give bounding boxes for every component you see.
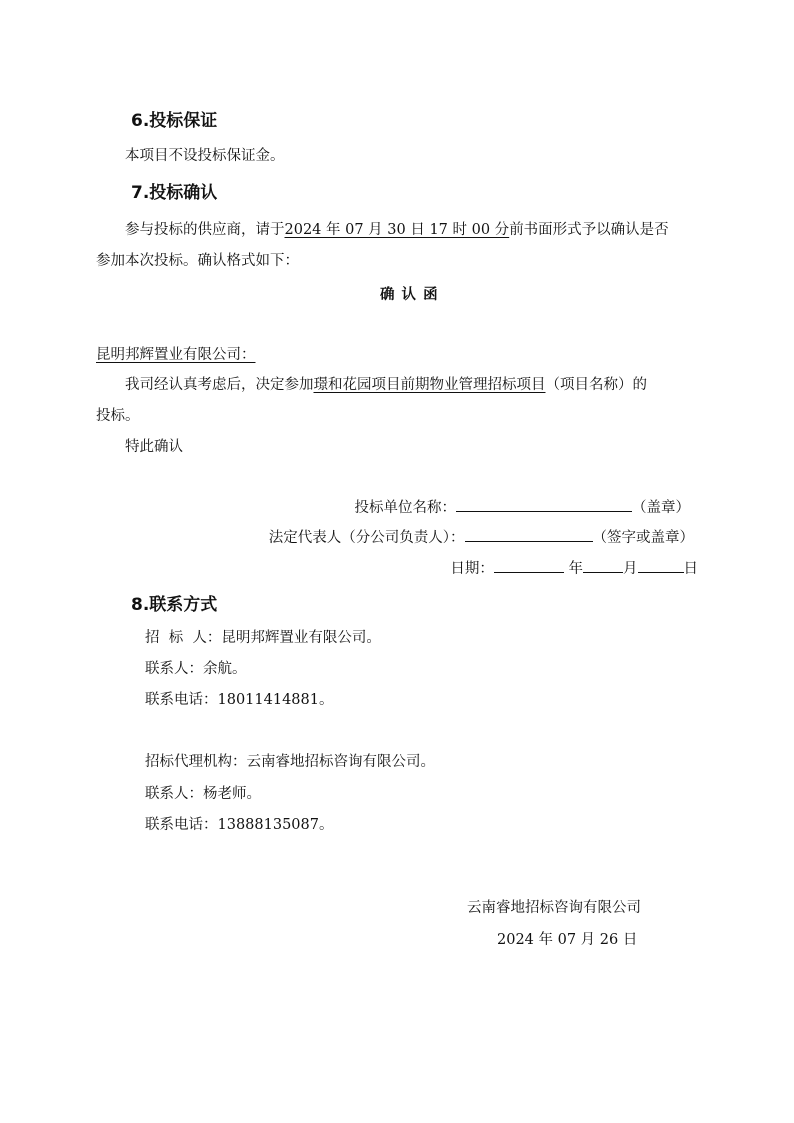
letter-body-line1 (125, 373, 647, 394)
unit-name-suffix: （盖章） (632, 500, 690, 516)
project-name: 璟和花园项目前期物业管理招标项目 (313, 377, 546, 393)
contact-line-1: 联系人：余航。 (145, 661, 247, 677)
date-month: 月 (623, 561, 638, 577)
section-7-line1 (125, 218, 669, 239)
section-7-line2: 参加本次投标。确认格式如下： (96, 253, 299, 269)
body-prefix: 我司经认真考虑后，决定参加 (125, 377, 314, 393)
footer-date: 2024 年 07 月 26 日 (497, 932, 638, 948)
unit-name-blank (456, 497, 632, 512)
line1-prefix: 参与投标的供应商，请于 (125, 222, 285, 238)
date-line (450, 557, 698, 578)
section-6-body: 本项目不设投标保证金。 (125, 148, 285, 164)
letter-addressee: 昆明邦辉置业有限公司： (96, 347, 256, 363)
date-month-blank (583, 558, 623, 573)
date-year: 年 (568, 561, 583, 577)
legal-rep-label: 法定代表人（分公司负责人）： (268, 530, 465, 546)
legal-rep-suffix: （签字或盖章） (592, 530, 694, 546)
unit-name-label: 投标单位名称： (354, 500, 456, 516)
section-7-heading: 7.投标确认 (131, 183, 218, 203)
date-year-blank (494, 558, 564, 573)
date-label: 日期： (450, 561, 494, 577)
date-day: 日 (683, 561, 698, 577)
agency-line: 招标代理机构：云南睿地招标咨询有限公司。 (145, 754, 435, 770)
phone-line-1: 联系电话：18011414881。 (145, 692, 334, 708)
unit-name-line (355, 496, 691, 517)
legal-rep-line (269, 526, 694, 547)
date-day-blank (638, 558, 684, 573)
line1-suffix: 前书面形式予以确认是否 (509, 222, 669, 238)
letter-title: 确 认 函 (380, 286, 439, 303)
phone-line-2: 联系电话：13888135087。 (145, 817, 334, 833)
confirmation-deadline: 2024 年 07 月 30 日 17 时 00 分 (284, 222, 510, 238)
tenderer-line: 招 标 人：昆明邦辉置业有限公司。 (145, 630, 381, 646)
legal-rep-blank (465, 527, 593, 542)
contact-line-2: 联系人：杨老师。 (145, 786, 261, 802)
footer-company: 云南睿地招标咨询有限公司 (467, 900, 641, 916)
body-suffix: （项目名称）的 (545, 377, 647, 393)
letter-body-line2: 投标。 (96, 408, 140, 424)
section-6-heading: 6.投标保证 (131, 111, 218, 131)
section-8-heading: 8.联系方式 (131, 595, 218, 615)
letter-confirm: 特此确认 (125, 439, 183, 455)
